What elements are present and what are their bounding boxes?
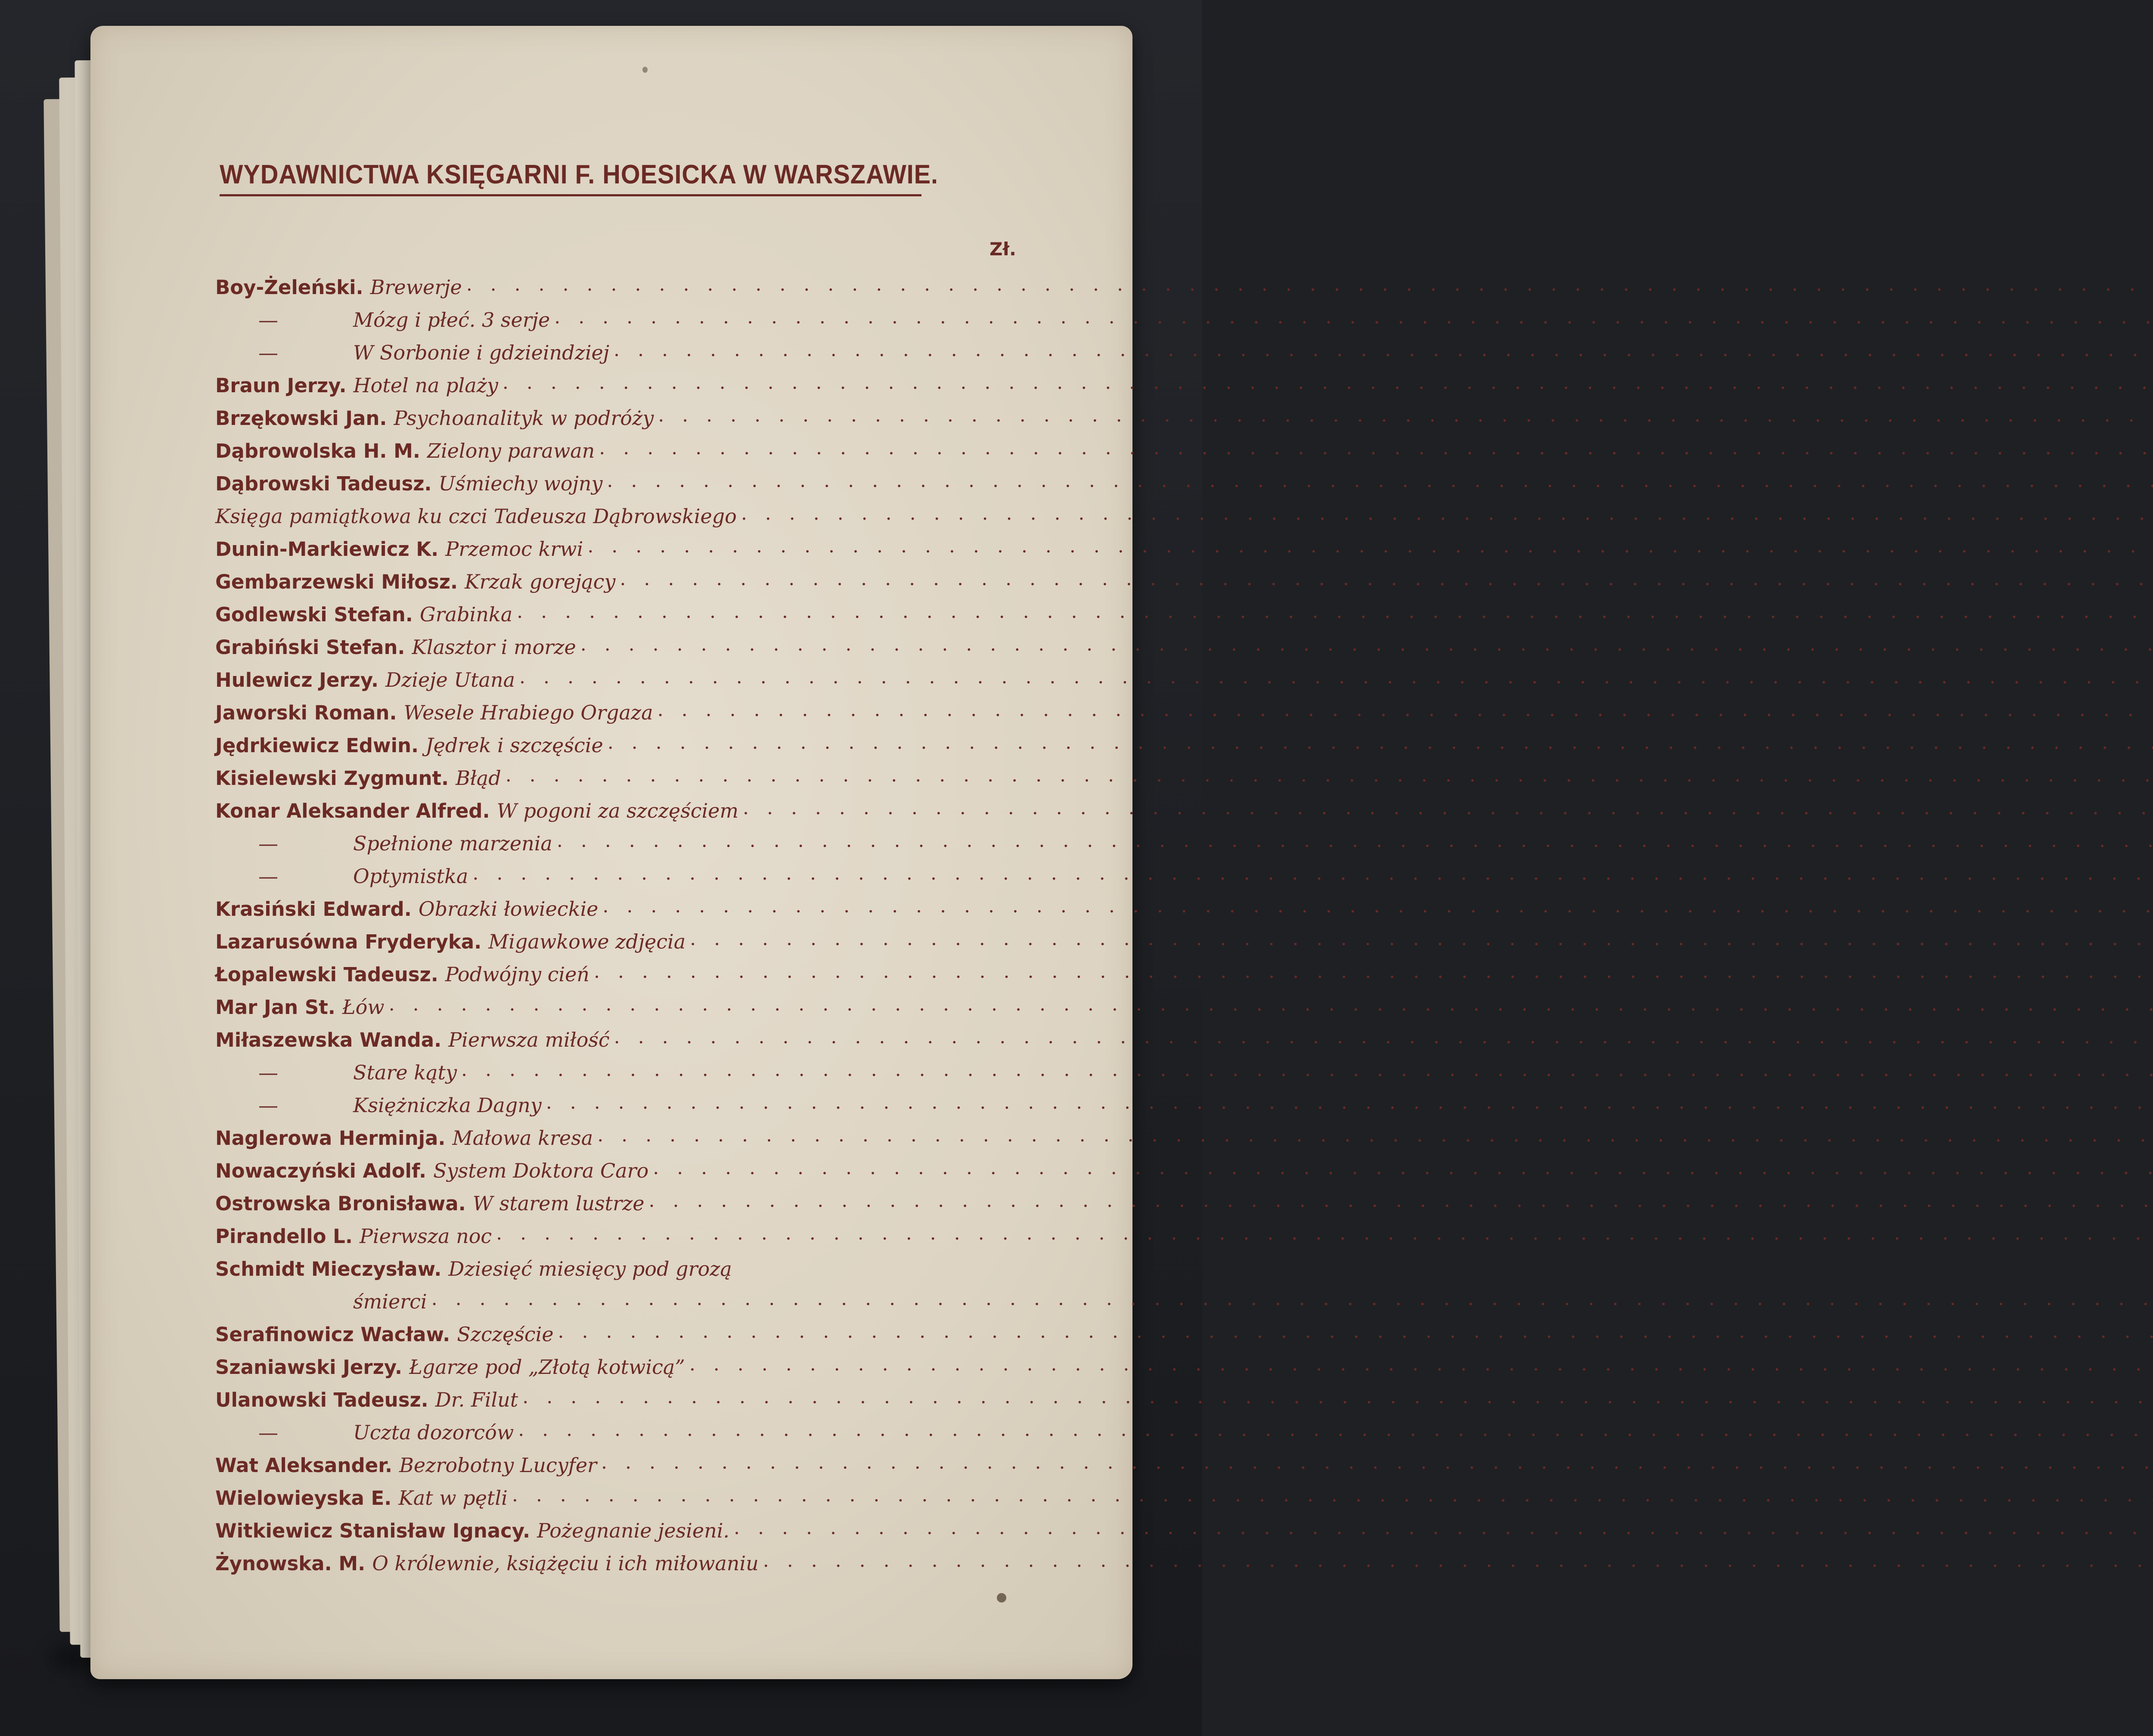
dot-leader [389, 993, 2153, 1015]
entry-author: Dunin-Markiewicz K. [215, 538, 439, 561]
dot-leader [594, 961, 2153, 983]
catalog-entry [215, 1019, 1021, 1051]
catalog-entry [215, 1117, 1021, 1150]
entry-title: Dziesięć miesięcy pod grozą [448, 1257, 732, 1280]
entry-title: Księżniczka Dagny [353, 1094, 542, 1117]
dot-leader [431, 1288, 2153, 1310]
entry-author: Wielowieyska E. [215, 1487, 392, 1510]
dot-leader [614, 1026, 2153, 1048]
catalog-entry [215, 299, 1021, 332]
entry-author: Szaniawski Jerzy. [215, 1356, 403, 1379]
entry-text [215, 1388, 518, 1411]
entry-title: Uczta dozorców [353, 1421, 514, 1444]
catalog-entry [215, 691, 1021, 724]
catalog-entry [215, 1379, 1021, 1411]
catalog-entry [215, 724, 1021, 757]
entry-title-continuation: śmierci [353, 1290, 427, 1313]
entry-text [215, 472, 602, 495]
entry-text [215, 1159, 648, 1182]
dot-leader [466, 273, 2153, 295]
catalog-entry [215, 888, 1021, 921]
entry-author: Hulewicz Jerzy. [215, 669, 379, 691]
catalog-entry [215, 1542, 1021, 1575]
dot-leader [689, 1353, 2153, 1375]
entry-author: Naglerowa Herminja. [215, 1127, 446, 1150]
catalog-entry [215, 397, 1021, 430]
entry-title: Grabinka [419, 603, 513, 626]
catalog-entry [215, 757, 1021, 790]
entry-title: W starem lustrze [472, 1192, 645, 1215]
entry-title: Księga pamiątkowa ku czci Tadeusza Dąbrowskiego [215, 505, 737, 528]
entry-author: Miłaszewska Wanda. [215, 1029, 442, 1051]
catalog-entry [215, 790, 1021, 822]
catalog-entry [215, 953, 1021, 986]
entry-title: Kat w pętli [398, 1486, 508, 1510]
catalog-entry [215, 561, 1021, 593]
catalog-entry [215, 921, 1021, 953]
dot-leader [546, 1091, 2153, 1113]
entry-author: Dąbrowolska H. M. [215, 440, 420, 462]
entry-title: Stare kąty [353, 1061, 457, 1084]
entry-title: Podwójny cień [445, 963, 589, 986]
entry-title: Zielony parawan [427, 439, 595, 462]
entry-author: Brzękowski Jan. [215, 407, 387, 430]
entry-author: Braun Jerzy. [215, 374, 347, 397]
dot-leader [690, 928, 2153, 950]
entry-text [215, 1224, 492, 1248]
entry-text [215, 570, 615, 593]
dot-leader [580, 633, 2153, 655]
catalog-entry [215, 1084, 1021, 1117]
dot-leader [607, 470, 2153, 492]
entry-text [215, 1028, 610, 1051]
catalog-entry [215, 1182, 1021, 1215]
entry-title: Spełnione marzenia [353, 832, 552, 855]
entry-title: Szczęście [457, 1323, 554, 1346]
dot-leader [648, 1190, 2153, 1212]
entry-title: Wesele Hrabiego Orgaza [403, 701, 653, 724]
dot-leader [743, 797, 2153, 819]
dot-leader [557, 830, 2153, 852]
catalog-entry [215, 1215, 1021, 1248]
dot-leader [734, 1517, 2153, 1539]
entry-text [215, 308, 550, 332]
dot-leader [461, 1059, 2153, 1081]
entry-text [215, 734, 603, 757]
catalog-entry [215, 528, 1021, 561]
dot-leader [763, 1550, 2153, 1572]
entry-author: Krasiński Edward. [215, 898, 412, 921]
entry-text [215, 668, 515, 691]
entry-text [215, 1126, 593, 1150]
catalog-entry [215, 430, 1021, 462]
paper-blemish [997, 1593, 1006, 1603]
dot-leader [503, 372, 2153, 394]
catalog-entry [215, 266, 1021, 299]
catalog-entry [215, 986, 1021, 1019]
catalog-entry [215, 462, 1021, 495]
entry-title: Jędrek i szczęście [425, 734, 603, 757]
entry-title: System Doktora Caro [433, 1159, 649, 1182]
entry-title: Małowa kresa [452, 1126, 593, 1150]
entry-author: Witkiewicz Stanisław Ignacy. [215, 1519, 530, 1542]
entry-title: Przemoc krwi [445, 537, 583, 561]
catalog-entry [215, 332, 1021, 364]
entry-title: Uśmiechy wojny [438, 472, 603, 495]
entry-title: W Sorbonie i gdzieindziej [353, 341, 610, 364]
entry-author: Wat Aleksander. [215, 1454, 393, 1477]
catalog-entry [215, 822, 1021, 855]
entry-ditto-dash: — [258, 832, 278, 855]
dot-leader [519, 666, 2153, 688]
dot-leader [558, 1321, 2153, 1342]
entry-text [215, 505, 737, 528]
entry-title: Brewerje [370, 276, 462, 299]
entry-ditto-dash: — [258, 1061, 278, 1084]
entry-title: Dzieje Utana [385, 668, 515, 691]
entry-text [215, 1355, 685, 1379]
catalog-entries [215, 266, 1021, 1575]
entry-text [215, 341, 609, 364]
entry-title: Błąd [456, 766, 501, 790]
entry-text [215, 636, 576, 659]
entry-text [215, 995, 385, 1019]
entry-text [215, 1421, 514, 1444]
entry-text [353, 1290, 427, 1313]
entry-title: Dr. Filut [435, 1388, 518, 1411]
entry-text [215, 276, 462, 299]
dot-leader [608, 732, 2153, 753]
entry-ditto-dash: — [258, 341, 278, 364]
entry-title: Migawkowe zdjęcia [488, 930, 686, 953]
entry-text [215, 1192, 644, 1215]
catalog-entry [215, 855, 1021, 888]
entry-author: Żynowska. M. [215, 1552, 366, 1575]
entry-author: Nowaczyński Adolf. [215, 1159, 427, 1182]
catalog-entry [215, 1510, 1021, 1542]
entry-title: Bezrobotny Lucyfer [399, 1454, 597, 1477]
entry-title: Łgarze pod „Złotą kotwicą” [409, 1355, 685, 1379]
page-title: WYDAWNICTWA KSIĘGARNI F. HOESICKA W WARSZAWIE. [220, 160, 938, 189]
dot-leader [517, 601, 2153, 623]
catalog-entry [215, 1411, 1021, 1444]
entry-title: Łów [342, 995, 385, 1019]
entry-text [215, 537, 583, 561]
entry-text [215, 701, 653, 724]
entry-author: Schmidt Mieczysław. [215, 1258, 442, 1280]
entry-title: Obrazki łowieckie [418, 897, 599, 921]
catalog-entry [215, 1051, 1021, 1084]
entry-title: Hotel na plaży [353, 374, 498, 397]
catalog-header [220, 159, 938, 196]
catalog-entry-continuation [215, 1280, 1021, 1313]
entry-author: Ostrowska Bronisława. [215, 1192, 466, 1215]
dot-leader [472, 862, 2153, 884]
entry-text [215, 766, 501, 790]
entry-title: Psychoanalityk w podróży [394, 406, 654, 430]
dot-leader [658, 404, 2153, 426]
dot-leader [512, 1484, 2153, 1506]
entry-title: Pożegnanie jesieni. [537, 1519, 730, 1542]
dot-leader [601, 1451, 2153, 1473]
entry-author: Grabiński Stefan. [215, 636, 405, 659]
entry-ditto-dash: — [258, 1421, 278, 1444]
entry-ditto-dash: — [258, 1094, 278, 1117]
entry-author: Serafinowicz Wacław. [215, 1323, 450, 1346]
entry-text [215, 1454, 597, 1477]
entry-author: Ulanowski Tadeusz. [215, 1389, 428, 1411]
entry-text [215, 1061, 457, 1084]
dot-leader [522, 1386, 2153, 1408]
entry-text [215, 930, 686, 953]
catalog-entry [215, 1313, 1021, 1346]
catalog-entry [215, 593, 1021, 626]
entry-author: Mar Jan St. [215, 996, 335, 1019]
entry-text [215, 406, 654, 430]
dot-leader [620, 568, 2153, 590]
entry-title: Pierwsza miłość [448, 1028, 610, 1051]
dot-leader [602, 895, 2153, 917]
entry-author: Konar Aleksander Alfred. [215, 800, 490, 822]
entry-author: Gembarzewski Miłosz. [215, 570, 458, 593]
dot-leader [614, 339, 2153, 361]
entry-text [215, 897, 598, 921]
entry-text [215, 1257, 732, 1280]
title-underline [220, 194, 921, 196]
entry-author: Boy-Żeleński. [215, 276, 363, 299]
entry-text [215, 1519, 729, 1542]
entry-title: O królewnie, książęciu i ich miłowaniu [372, 1552, 759, 1575]
dot-leader [518, 1419, 2153, 1441]
dot-leader [599, 437, 2153, 459]
catalog-entry [215, 1248, 1021, 1280]
entry-text [215, 1486, 508, 1510]
entry-ditto-dash: — [258, 308, 278, 332]
entry-text [215, 1323, 554, 1346]
entry-text [215, 1094, 542, 1117]
catalog-entry [215, 1346, 1021, 1379]
catalog-entry [215, 659, 1021, 691]
entry-author: Jaworski Roman. [215, 701, 397, 724]
dot-leader [554, 306, 2153, 328]
dot-leader [587, 535, 2153, 557]
dot-leader [658, 699, 2153, 721]
entry-title: Optymistka [353, 865, 468, 888]
entry-title: Klasztor i morze [412, 636, 576, 659]
entry-author: Łopalewski Tadeusz. [215, 963, 438, 986]
catalog-entry [215, 1477, 1021, 1510]
entry-text [215, 374, 498, 397]
entry-author: Kisielewski Zygmunt. [215, 767, 449, 790]
entry-title: Mózg i płeć. 3 serje [353, 308, 550, 332]
entry-title: Krzak gorejący [465, 570, 616, 593]
entry-text [215, 439, 595, 462]
entry-text [215, 1552, 759, 1575]
entry-text [215, 799, 738, 822]
dot-leader [496, 1222, 2153, 1244]
entry-author: Jędrkiewicz Edwin. [215, 734, 419, 757]
entry-text [215, 865, 468, 888]
entry-author: Godlewski Stefan. [215, 603, 413, 626]
entry-author: Lazarusówna Fryderyka. [215, 930, 482, 953]
dot-leader [741, 502, 2153, 524]
catalog-entry [215, 495, 1021, 528]
catalog-entry [215, 364, 1021, 397]
entry-text [215, 963, 589, 986]
currency-header: Zł. [990, 239, 1016, 260]
dot-leader [506, 764, 2153, 786]
entry-ditto-dash: — [258, 865, 278, 888]
dot-leader [597, 1124, 2153, 1146]
entry-title: W pogoni za szczęściem [496, 799, 739, 822]
dot-leader [653, 1157, 2153, 1179]
entry-text [215, 832, 552, 855]
catalog-entry [215, 1444, 1021, 1477]
paper-blemish [642, 67, 648, 73]
entry-author: Pirandello L. [215, 1225, 353, 1248]
entry-author: Dąbrowski Tadeusz. [215, 472, 432, 495]
catalog-entry [215, 626, 1021, 659]
entry-title: Pierwsza noc [359, 1224, 492, 1248]
catalog-entry [215, 1150, 1021, 1182]
entry-text [215, 603, 512, 626]
